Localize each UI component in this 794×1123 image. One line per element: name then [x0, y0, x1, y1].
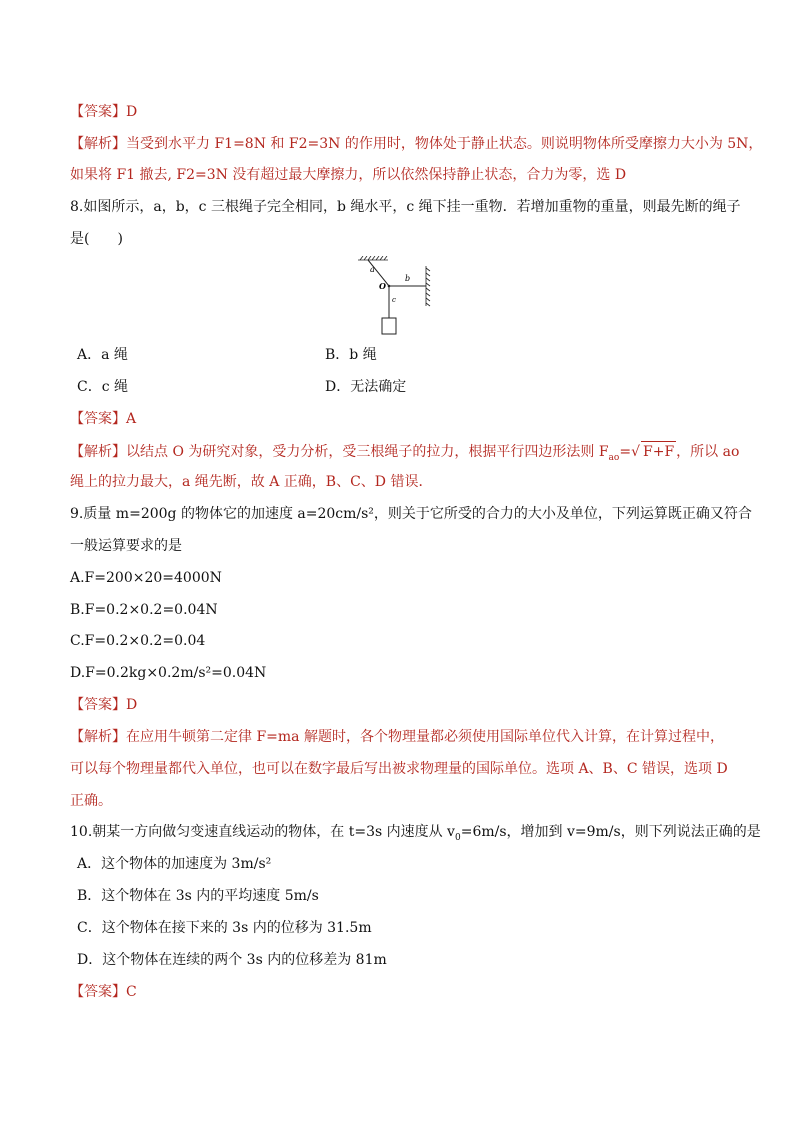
label-o: O — [379, 281, 386, 291]
q10-stem-a: 10.朝某一方向做匀变速直线运动的物体，在 t=3s 内速度从 v — [70, 824, 455, 840]
q8-analysis-line2: 绳上的拉力最大，a 绳先断，故 A 正确，B、C、D 错误． — [70, 474, 433, 490]
q8-analysis-sqrt: F+F — [641, 441, 676, 462]
label-c: c — [392, 296, 396, 304]
wall-hatch — [426, 266, 430, 306]
q10-stem — [70, 822, 761, 848]
q7-analysis-line1 — [70, 134, 762, 154]
q8-answer-label: 【答案】 — [70, 411, 126, 427]
knot-o — [388, 285, 391, 288]
ceiling-hatch — [358, 256, 388, 260]
q7-analysis-text1: 当受到水平力 F1=8N 和 F2=3N 的作用时，物体处于静止状态。则说明物体所受摩擦力大小为 5N， — [126, 136, 763, 152]
q7-analysis-line2: 如果将 F1 撤去, F2=3N 没有超过最大摩擦力，所以依然保持静止状态，合力为零，选 D — [70, 167, 627, 183]
q8-stem-line2: 是( ) — [70, 231, 123, 247]
q7-answer-value: D — [126, 104, 138, 120]
q8-analysis-text1b: ，所以 ao — [676, 444, 740, 460]
q10-option-b: B．这个物体在 3s 内的平均速度 5m/s — [77, 888, 319, 904]
label-b: b — [405, 274, 411, 283]
q8-option-c: C．c 绳 — [77, 379, 129, 395]
q9-analysis-text1: 在应用牛顿第二定律 F=ma 解题时，各个物理量都必须使用国际单位代入计算，在计算过程中， — [126, 729, 724, 745]
q10-stem-sub: 0 — [454, 832, 461, 843]
rope-diagram — [352, 256, 434, 338]
q9-analysis-line3: 正确。 — [70, 793, 112, 809]
q9-option-c: C.F=0.2×0.2=0.04 — [70, 633, 206, 649]
q9-option-b: B.F=0.2×0.2=0.04N — [70, 602, 218, 618]
label-a: a — [370, 265, 375, 274]
q9-analysis-label: 【解析】 — [70, 729, 126, 745]
q8-analysis-label: 【解析】 — [70, 444, 126, 460]
q8-option-a: A．a 绳 — [77, 347, 128, 363]
q9-option-d: D.F=0.2kg×0.2m/s²=0.04N — [70, 665, 267, 681]
q10-answer-value: C — [126, 984, 137, 1000]
q7-answer — [70, 102, 137, 122]
q10-option-d: D．这个物体在连续的两个 3s 内的位移差为 81m — [77, 952, 387, 968]
q7-answer-label: 【答案】 — [70, 104, 126, 120]
q8-analysis-eq: = — [619, 444, 632, 460]
q8-analysis-line1 — [70, 441, 739, 468]
q8-analysis-text1a: 以结点 O 为研究对象，受力分析，受三根绳子的拉力，根据平行四边形法则 F — [126, 444, 609, 460]
q9-answer — [70, 695, 137, 715]
q9-analysis-line2: 可以每个物理量都代入单位，也可以在数字最后写出被求物理量的国际单位。选项 A、B、C 错误，选项 D — [70, 761, 728, 777]
q10-option-a: A．这个物体的加速度为 3m/s² — [77, 856, 272, 872]
q9-answer-value: D — [126, 697, 138, 713]
weight-block — [382, 318, 396, 334]
q8-answer-value: A — [126, 411, 137, 427]
q9-analysis-line1 — [70, 727, 724, 747]
q10-answer-label: 【答案】 — [70, 984, 126, 1000]
q8-analysis-sub: ao — [608, 452, 620, 463]
q10-option-c: C．这个物体在接下来的 3s 内的位移为 31.5m — [77, 920, 372, 936]
q8-analysis-sqrt-sign: √ — [631, 444, 640, 460]
q10-answer — [70, 982, 137, 1002]
q9-stem-line1: 9.质量 m=200g 的物体它的加速度 a=20cm/s²，则关于它所受的合力的大小及单位，下列运算既正确又符合 — [70, 506, 752, 522]
q9-option-a: A.F=200×20=4000N — [70, 570, 222, 586]
q8-stem-line1: 8.如图所示，a，b，c 三根绳子完全相同，b 绳水平，c 绳下挂一重物．若增加重物的重量，则最先断的绳子 — [70, 199, 741, 215]
q7-analysis-label: 【解析】 — [70, 136, 126, 152]
q9-answer-label: 【答案】 — [70, 697, 126, 713]
q9-stem-line2: 一般运算要求的是 — [70, 538, 182, 554]
q8-answer — [70, 409, 136, 429]
q8-option-d: D．无法确定 — [325, 379, 407, 395]
q10-stem-b: =6m/s，增加到 v=9m/s，则下列说法正确的是 — [460, 824, 761, 840]
q8-option-b: B．b 绳 — [325, 347, 377, 363]
